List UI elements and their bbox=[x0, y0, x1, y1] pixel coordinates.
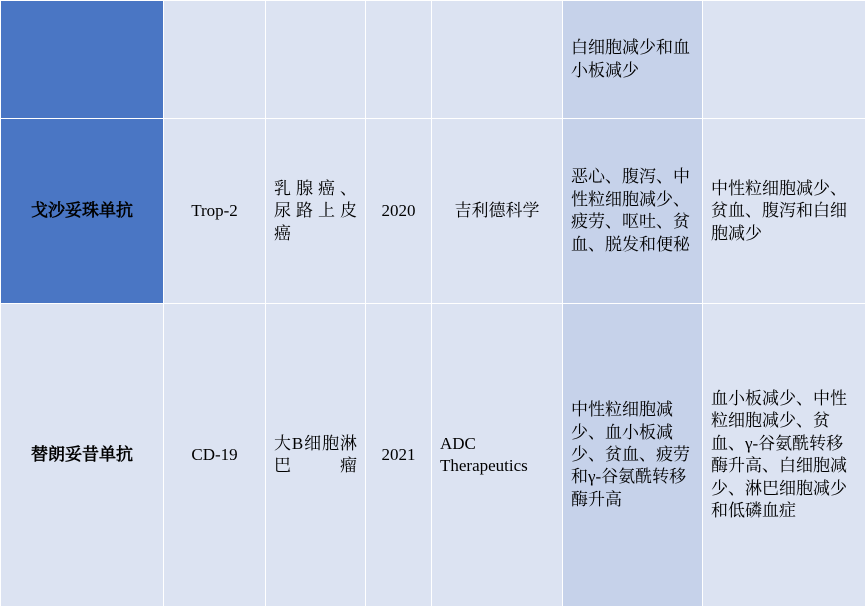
table-row bbox=[1, 1, 865, 119]
cell-year bbox=[366, 1, 432, 119]
cell-indication bbox=[266, 1, 366, 119]
cell-year: 2020 bbox=[366, 119, 432, 304]
cell-serious-adverse-events: 中性粒细胞减少、贫血、腹泻和白细胞减少 bbox=[703, 119, 865, 304]
cell-drug-name bbox=[1, 1, 164, 119]
cell-drug-name: 戈沙妥珠单抗 bbox=[1, 119, 164, 304]
cell-common-adverse-events: 白细胞减少和血小板减少 bbox=[563, 1, 703, 119]
cell-company: ADC Therapeutics bbox=[432, 304, 563, 607]
cell-target bbox=[164, 1, 266, 119]
cell-serious-adverse-events: 血小板减少、中性粒细胞减少、贫血、γ-谷氨酰转移酶升高、白细胞减少、淋巴细胞减少和低磷血症 bbox=[703, 304, 865, 607]
cell-drug-name: 替朗妥昔单抗 bbox=[1, 304, 164, 607]
cell-target: CD-19 bbox=[164, 304, 266, 607]
cell-year: 2021 bbox=[366, 304, 432, 607]
cell-company: 吉利德科学 bbox=[432, 119, 563, 304]
cell-target: Trop-2 bbox=[164, 119, 266, 304]
cell-indication: 乳腺癌、尿路上皮癌 bbox=[266, 119, 366, 304]
cell-common-adverse-events: 恶心、腹泻、中性粒细胞减少、疲劳、呕吐、贫血、脱发和便秘 bbox=[563, 119, 703, 304]
table-row bbox=[1, 119, 865, 304]
table-row bbox=[1, 304, 865, 607]
cell-indication: 大B细胞淋巴瘤 bbox=[266, 304, 366, 607]
cell-common-adverse-events: 中性粒细胞减少、血小板减少、贫血、疲劳和γ-谷氨酰转移酶升高 bbox=[563, 304, 703, 607]
cell-company bbox=[432, 1, 563, 119]
cell-serious-adverse-events bbox=[703, 1, 865, 119]
